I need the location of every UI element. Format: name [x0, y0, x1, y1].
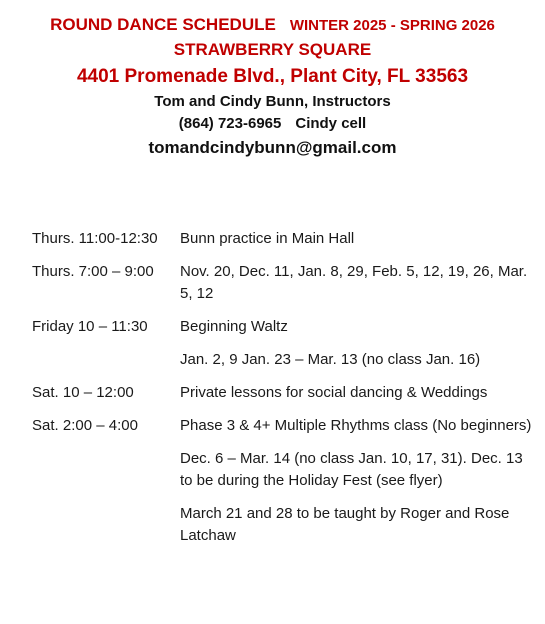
- schedule-row: [32, 382, 532, 404]
- schedule-row: [32, 228, 532, 250]
- schedule-description: Dec. 6 – Mar. 14 (no class Jan. 10, 17, 31). Dec. 13 to be during the Holiday Fest (see flyer): [180, 450, 523, 489]
- schedule-description: Phase 3 & 4+ Multiple Rhythms class (No beginners): [180, 417, 532, 434]
- schedule-time: Thurs. 7:00 – 9:00: [32, 263, 154, 280]
- season-label: WINTER 2025 - SPRING 2026: [289, 17, 495, 34]
- schedule-time: [32, 448, 180, 492]
- schedule-time: Thurs. 11:00-12:30: [32, 230, 158, 247]
- schedule-time: Friday 10 – 11:30: [32, 318, 148, 335]
- schedule-description: Nov. 20, Dec. 11, Jan. 8, 29, Feb. 5, 12, 19, 26, Mar. 5, 12: [180, 263, 528, 302]
- schedule-time: [32, 349, 180, 371]
- schedule-row: [32, 316, 532, 338]
- venue-name: STRAWBERRY SQUARE: [173, 40, 372, 59]
- schedule-row: [32, 349, 532, 371]
- email-address: tomandcindybunn@gmail.com: [148, 138, 397, 157]
- schedule-description: Private lessons for social dancing & Weddings: [180, 384, 488, 401]
- schedule-row: [32, 503, 532, 547]
- schedule-description: Beginning Waltz: [180, 318, 288, 335]
- schedule-row: [32, 261, 532, 305]
- schedule-header: [0, 14, 545, 161]
- schedule-description: Jan. 2, 9 Jan. 23 – Mar. 13 (no class Jan. 16): [180, 351, 481, 368]
- schedule-description: Bunn practice in Main Hall: [180, 230, 355, 247]
- instructors-line: Tom and Cindy Bunn, Instructors: [154, 93, 391, 110]
- phone-number: (864) 723-6965: [178, 115, 282, 132]
- schedule-time: Sat. 10 – 12:00: [32, 384, 134, 401]
- phone-note: Cindy cell: [295, 115, 367, 132]
- schedule-row: [32, 448, 532, 492]
- schedule-row: [32, 415, 532, 437]
- page-title: ROUND DANCE SCHEDULE: [50, 15, 276, 34]
- phone-line: [0, 113, 545, 135]
- title-line: [0, 14, 545, 37]
- schedule-time: Sat. 2:00 – 4:00: [32, 417, 138, 434]
- schedule-list: [32, 228, 532, 558]
- venue-address: 4401 Promenade Blvd., Plant City, FL 33563: [76, 66, 469, 87]
- schedule-description: March 21 and 28 to be taught by Roger and Rose Latchaw: [180, 505, 510, 544]
- schedule-time: [32, 503, 180, 547]
